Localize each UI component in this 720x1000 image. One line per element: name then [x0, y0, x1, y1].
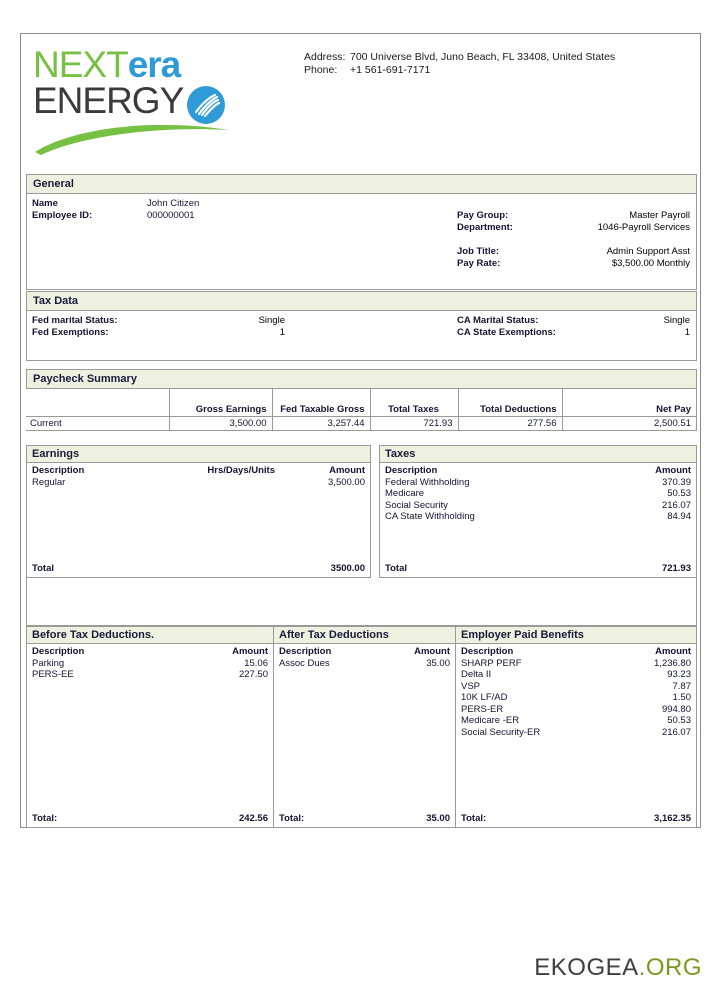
general-section	[26, 174, 697, 290]
phone-value: +1 561-691-7171	[350, 64, 431, 76]
summary-total-deductions: 277.56	[458, 417, 562, 431]
after-tax-row-amount: 35.00	[426, 657, 450, 669]
before-tax-deductions-title: Before Tax Deductions.	[27, 627, 273, 644]
logo-text-energy: ENERGY	[33, 80, 184, 121]
taxes-total-row	[380, 563, 696, 575]
employee-id-label: Employee ID:	[32, 210, 93, 221]
taxes-row	[380, 488, 696, 500]
employer-paid-benefits-title: Employer Paid Benefits	[456, 627, 696, 644]
benefits-row	[456, 715, 696, 727]
taxes-header-row	[380, 465, 696, 477]
job-title-value: Admin Support Asst	[606, 246, 690, 257]
before-tax-col-amount: Amount	[232, 646, 268, 657]
earnings-row	[27, 477, 370, 489]
field-fed-exemptions	[32, 327, 109, 339]
summary-row-current	[26, 417, 697, 431]
before-tax-total-amount: 242.56	[238, 813, 268, 824]
taxes-row-amount: 84.94	[667, 511, 691, 522]
company-contact-block	[304, 51, 615, 77]
taxes-row-amount: 50.53	[667, 488, 691, 499]
summary-col-gross-earnings: Gross Earnings	[169, 389, 272, 417]
taxes-row	[380, 477, 696, 489]
logo-swoosh-arc	[33, 116, 243, 156]
earnings-header-row	[27, 465, 370, 477]
benefits-col-description: Description	[461, 646, 514, 657]
department-value: 1046-Payroll Services	[597, 222, 690, 233]
employer-paid-benefits-body	[456, 646, 696, 828]
address-line	[304, 51, 615, 64]
before-tax-row	[27, 669, 273, 681]
taxes-row	[380, 500, 696, 512]
fed-marital-value: Single	[258, 315, 285, 326]
employer-paid-benefits-panel	[456, 626, 697, 828]
before-tax-row-description: PERS-EE	[32, 669, 74, 680]
pay-rate-value: $3,500.00 Monthly	[611, 258, 690, 269]
paycheck-summary-section	[26, 369, 697, 431]
before-tax-row-amount: 227.50	[238, 669, 268, 680]
paycheck-summary-table	[26, 388, 697, 431]
phone-line	[304, 64, 615, 77]
field-pay-group	[457, 210, 508, 222]
earnings-col-description: Description	[32, 465, 85, 476]
document-frame	[20, 33, 701, 828]
benefits-row-amount: 1,236.80	[654, 657, 691, 669]
taxes-panel-title: Taxes	[380, 446, 696, 463]
benefits-row-description: 10K LF/AD	[461, 692, 508, 703]
after-tax-row	[274, 658, 455, 670]
summary-col-total-deductions: Total Deductions	[458, 389, 562, 417]
taxes-total-label: Total	[385, 563, 407, 574]
taxes-col-description: Description	[385, 465, 438, 476]
summary-col-blank	[26, 389, 169, 417]
general-section-body	[26, 193, 697, 290]
benefits-row-amount: 93.23	[667, 669, 691, 680]
benefits-row	[456, 658, 696, 670]
pay-group-value: Master Payroll	[629, 210, 690, 221]
pay-rate-label: Pay Rate:	[457, 258, 501, 269]
before-tax-total-label: Total:	[32, 813, 58, 824]
benefits-total-row	[456, 813, 696, 825]
after-tax-header-row	[274, 646, 455, 658]
benefits-row	[456, 669, 696, 681]
earnings-panel	[26, 445, 371, 578]
fed-exemptions-value: 1	[279, 327, 285, 338]
taxes-row-description: Social Security	[385, 499, 448, 511]
taxes-row-amount: 216.07	[661, 499, 691, 511]
taxes-row-description: CA State Withholding	[385, 511, 475, 522]
taxes-total-amount: 721.93	[661, 563, 691, 574]
pay-group-label: Pay Group:	[457, 210, 509, 221]
logo-wordmark-top	[33, 46, 180, 83]
taxes-row-amount: 370.39	[661, 476, 691, 488]
watermark-name: EKOGEA	[534, 954, 639, 981]
after-tax-total-amount: 35.00	[426, 813, 450, 824]
earnings-total-row	[27, 563, 370, 575]
field-name	[32, 198, 199, 210]
summary-col-total-taxes: Total Taxes	[370, 389, 458, 417]
logo-text-next: NEXT	[33, 44, 128, 85]
field-ca-marital-status	[457, 315, 538, 327]
after-tax-deductions-body	[274, 646, 455, 828]
before-tax-row-amount: 15.06	[244, 657, 268, 669]
after-tax-row-description: Assoc Dues	[279, 657, 330, 669]
taxes-row-description: Medicare	[385, 488, 425, 499]
field-pay-rate	[457, 258, 500, 270]
summary-net-pay: 2,500.51	[562, 417, 697, 431]
benefits-row-amount: 1.50	[672, 692, 691, 703]
summary-header-row	[26, 389, 697, 417]
address-value: 700 Universe Blvd, Juno Beach, FL 33408, United States	[350, 51, 616, 63]
tax-data-section-body	[26, 310, 697, 361]
taxes-panel	[379, 445, 697, 578]
before-tax-row	[27, 658, 273, 670]
benefits-row-amount: 216.07	[661, 726, 691, 738]
benefits-header-row	[456, 646, 696, 658]
benefits-col-amount: Amount	[655, 646, 691, 657]
tax-data-section	[26, 291, 697, 361]
summary-col-fed-taxable-gross: Fed Taxable Gross	[272, 389, 370, 417]
after-tax-total-row	[274, 813, 455, 825]
blank-spacer-band	[26, 578, 697, 626]
earnings-row-description: Regular	[32, 476, 66, 488]
summary-total-taxes: 721.93	[370, 417, 458, 431]
before-tax-deductions-body	[27, 646, 273, 828]
ca-exemptions-value: 1	[684, 327, 690, 338]
after-tax-deductions-panel	[274, 626, 456, 828]
logo-text-era: era	[127, 44, 181, 85]
benefits-row	[456, 681, 696, 693]
summary-row-label: Current	[26, 417, 169, 431]
address-label: Address:	[304, 51, 346, 63]
benefits-row-description: Social Security-ER	[461, 726, 541, 738]
fed-marital-label: Fed marital Status:	[32, 315, 118, 326]
before-tax-total-row	[27, 813, 273, 825]
watermark-tld: .ORG	[638, 954, 702, 981]
after-tax-deductions-title: After Tax Deductions	[274, 627, 455, 644]
employee-id-value: 000000001	[147, 210, 195, 221]
before-tax-col-description: Description	[32, 646, 85, 657]
after-tax-col-description: Description	[279, 646, 332, 657]
after-tax-col-amount: Amount	[414, 646, 450, 657]
taxes-col-amount: Amount	[655, 465, 691, 476]
benefits-row-description: Delta II	[461, 669, 492, 680]
earnings-panel-title: Earnings	[27, 446, 370, 463]
site-watermark	[534, 954, 702, 982]
summary-fed-taxable-gross: 3,257.44	[272, 417, 370, 431]
benefits-row-description: PERS-ER	[461, 703, 504, 715]
benefits-row-amount: 7.87	[672, 680, 691, 692]
benefits-total-amount: 3,162.35	[654, 813, 691, 824]
benefits-row	[456, 704, 696, 716]
summary-gross-earnings: 3,500.00	[169, 417, 272, 431]
benefits-row-amount: 50.53	[667, 715, 691, 726]
field-ca-exemptions	[457, 327, 556, 339]
tax-data-section-title: Tax Data	[26, 291, 697, 310]
benefits-row-description: SHARP PERF	[461, 657, 522, 669]
benefits-row	[456, 692, 696, 704]
benefits-total-label: Total:	[461, 813, 487, 824]
benefits-row-description: VSP	[461, 680, 481, 692]
fed-exemptions-label: Fed Exemptions:	[32, 327, 109, 338]
earnings-total-label: Total	[32, 563, 54, 574]
paycheck-summary-title: Paycheck Summary	[26, 369, 697, 388]
name-value: John Citizen	[147, 198, 200, 209]
ca-marital-label: CA Marital Status:	[457, 315, 539, 326]
taxes-panel-body	[380, 465, 696, 578]
earnings-total-amount: 3500.00	[330, 563, 365, 574]
department-label: Department:	[457, 222, 513, 233]
taxes-row-description: Federal Withholding	[385, 476, 470, 488]
benefits-row-description: Medicare -ER	[461, 715, 520, 726]
before-tax-deductions-panel	[26, 626, 274, 828]
benefits-row	[456, 727, 696, 750]
before-tax-header-row	[27, 646, 273, 658]
general-section-title: General	[26, 174, 697, 193]
job-title-label: Job Title:	[457, 246, 500, 257]
earnings-panel-body	[27, 465, 370, 578]
earnings-col-units: Hrs/Days/Units	[207, 465, 275, 476]
deductions-panels-row	[26, 626, 697, 828]
after-tax-total-label: Total:	[279, 813, 305, 824]
taxes-row	[380, 511, 696, 523]
name-label: Name	[32, 198, 58, 209]
ca-exemptions-label: CA State Exemptions:	[457, 327, 556, 338]
field-department	[457, 222, 513, 234]
summary-col-net-pay: Net Pay	[562, 389, 697, 417]
nextera-energy-logo	[33, 42, 243, 162]
before-tax-row-description: Parking	[32, 657, 65, 669]
document-header	[21, 34, 700, 174]
earnings-row-amount: 3,500.00	[328, 476, 365, 488]
field-employee-id	[32, 210, 195, 222]
benefits-row-amount: 994.80	[661, 703, 691, 715]
earnings-col-amount: Amount	[329, 465, 365, 476]
field-job-title	[457, 246, 499, 258]
field-fed-marital-status	[32, 315, 118, 327]
ca-marital-value: Single	[663, 315, 690, 326]
phone-label: Phone:	[304, 64, 338, 76]
